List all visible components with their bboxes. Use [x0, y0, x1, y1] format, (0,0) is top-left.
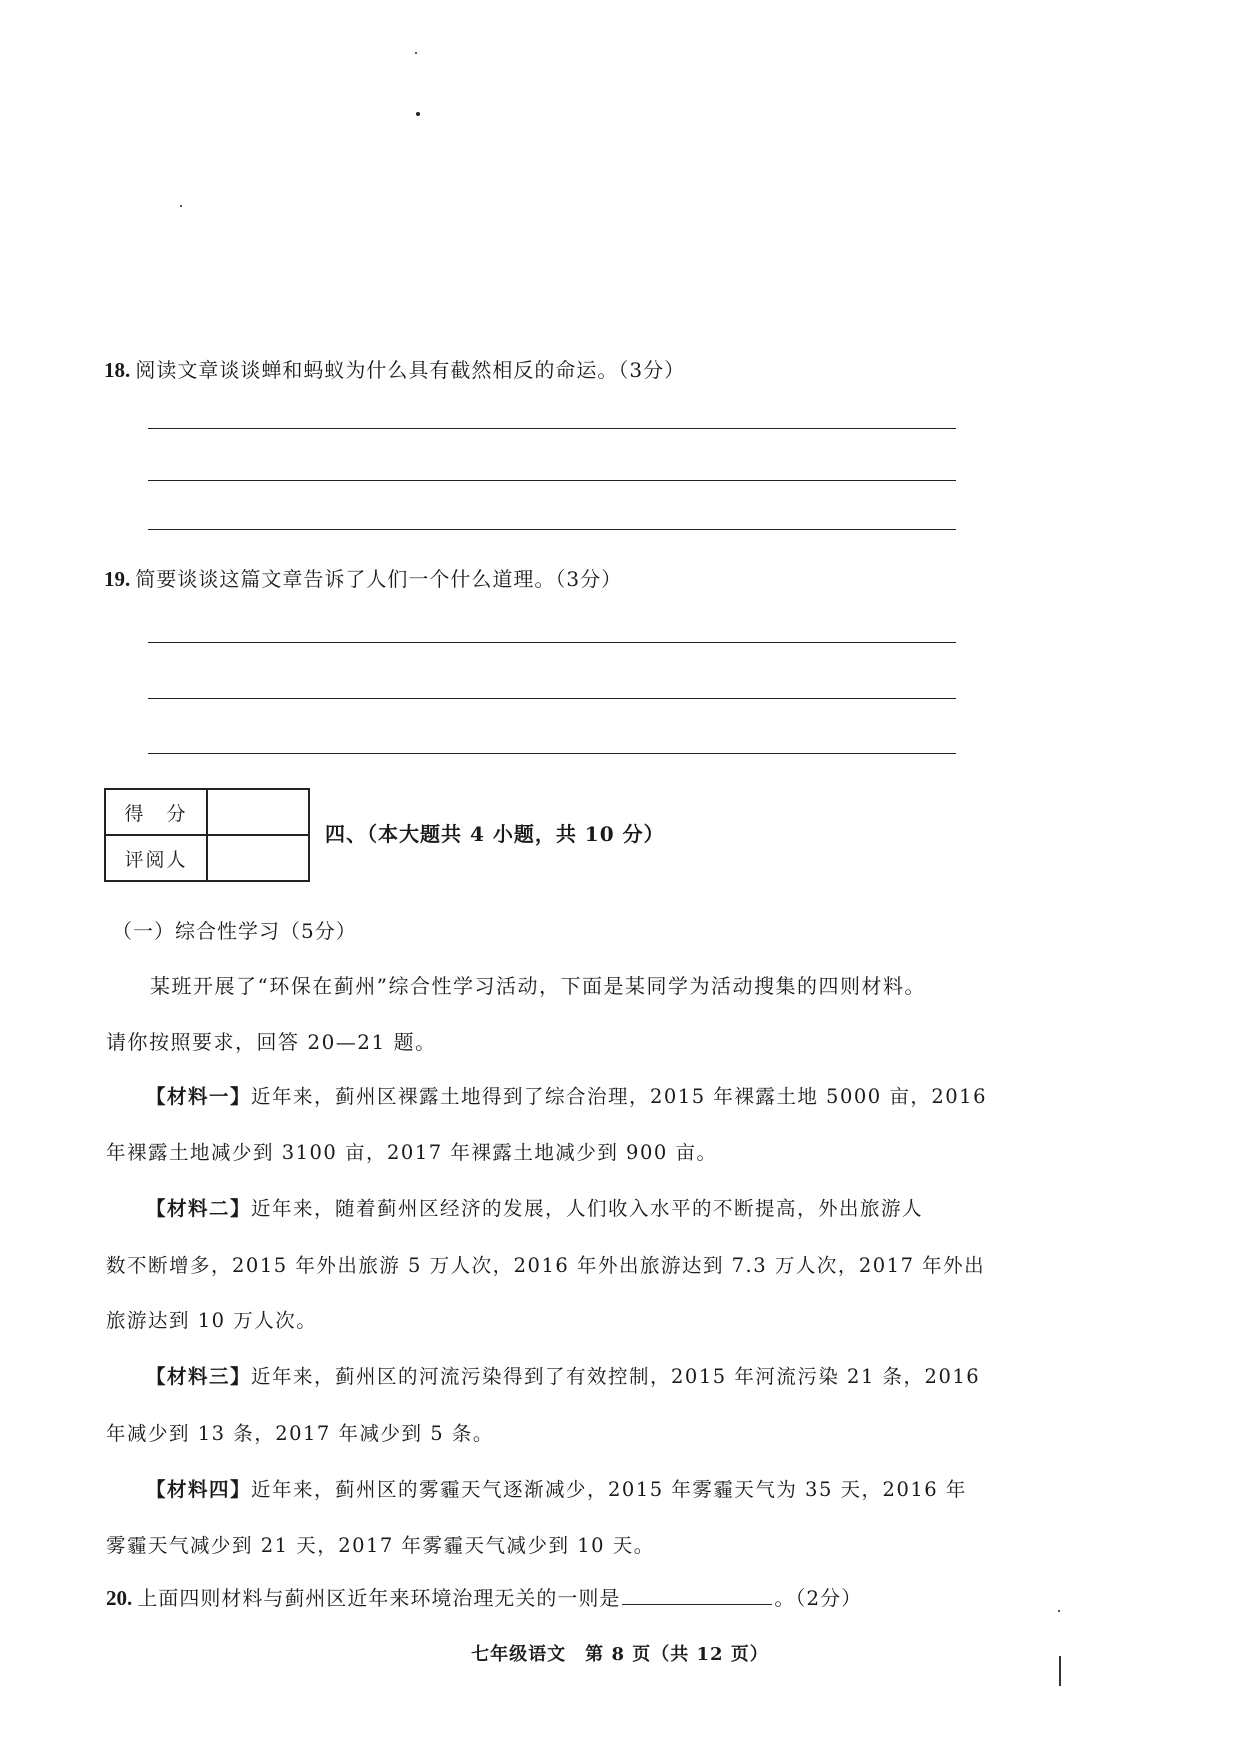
page-footer: 七年级语文 第 8 页（共 12 页）: [471, 1644, 769, 1665]
section-heading: 四、（本大题共 4 小题，共 10 分）: [325, 822, 665, 846]
answer-line[interactable]: [148, 428, 956, 429]
material-label: 【材料二】: [146, 1197, 252, 1220]
grader-cell[interactable]: [207, 835, 309, 881]
material-label: 【材料三】: [146, 1365, 252, 1388]
material-text: 年减少到 13 条，2017 年减少到 5 条。: [106, 1422, 494, 1445]
scan-speck: [1058, 1610, 1060, 1612]
question-text: 阅读文章谈谈蝉和蚂蚁为什么具有截然相反的命运。（3分）: [135, 358, 686, 382]
material-2: [146, 1193, 923, 1221]
answer-line[interactable]: [148, 480, 956, 481]
material-text: 近年来，蓟州区裸露土地得到了综合治理，2015 年裸露土地 5000 亩，2016: [251, 1085, 987, 1108]
question-text: 上面四则材料与蓟州区近年来环境治理无关的一则是: [137, 1586, 621, 1610]
material-text: 年裸露土地减少到 3100 亩，2017 年裸露土地减少到 900 亩。: [106, 1141, 718, 1164]
sub-heading: （一）综合性学习（5分）: [112, 919, 357, 943]
answer-line[interactable]: [148, 753, 956, 754]
score-label: 得 分: [105, 789, 207, 835]
question-number: 20.: [106, 1586, 133, 1610]
question-points: 。（2分）: [774, 1586, 863, 1610]
material-text: 数不断增多，2015 年外出旅游 5 万人次，2016 年外出旅游达到 7.3 万人次，2017 年外出: [106, 1254, 986, 1277]
material-text: 雾霾天气减少到 21 天，2017 年雾霾天气减少到 10 天。: [106, 1534, 655, 1557]
material-3: [146, 1361, 980, 1389]
material-label: 【材料四】: [146, 1478, 252, 1501]
question-text: 简要谈谈这篇文章告诉了人们一个什么道理。（3分）: [135, 567, 623, 591]
question-19: [104, 563, 622, 592]
answer-line[interactable]: [148, 698, 956, 699]
answer-line[interactable]: [148, 642, 956, 643]
question-20: [106, 1582, 862, 1611]
question-18: [104, 354, 685, 383]
scan-speck: [415, 52, 417, 54]
material-text: 近年来，蓟州区的河流污染得到了有效控制，2015 年河流污染 21 条，2016: [251, 1365, 981, 1388]
answer-blank[interactable]: [622, 1586, 772, 1605]
question-number: 18.: [104, 358, 131, 382]
question-number: 19.: [104, 567, 131, 591]
material-text: 旅游达到 10 万人次。: [106, 1309, 318, 1332]
material-text: 近年来，蓟州区的雾霾天气逐渐减少，2015 年雾霾天气为 35 天，2016 年: [251, 1478, 967, 1501]
scan-speck: [180, 205, 182, 207]
material-4: [146, 1474, 967, 1502]
score-table: [104, 788, 310, 882]
intro-line: 请你按照要求，回答 20—21 题。: [106, 1030, 437, 1054]
scan-speck: [416, 112, 420, 116]
score-cell[interactable]: [207, 789, 309, 835]
answer-line[interactable]: [148, 529, 956, 530]
material-1: [146, 1081, 987, 1109]
grader-label: 评阅人: [105, 835, 207, 881]
material-label: 【材料一】: [146, 1085, 252, 1108]
material-text: 近年来，随着蓟州区经济的发展，人们收入水平的不断提高，外出旅游人: [251, 1197, 924, 1220]
intro-line: 某班开展了“环保在蓟州”综合性学习活动，下面是某同学为活动搜集的四则材料。: [150, 974, 926, 998]
